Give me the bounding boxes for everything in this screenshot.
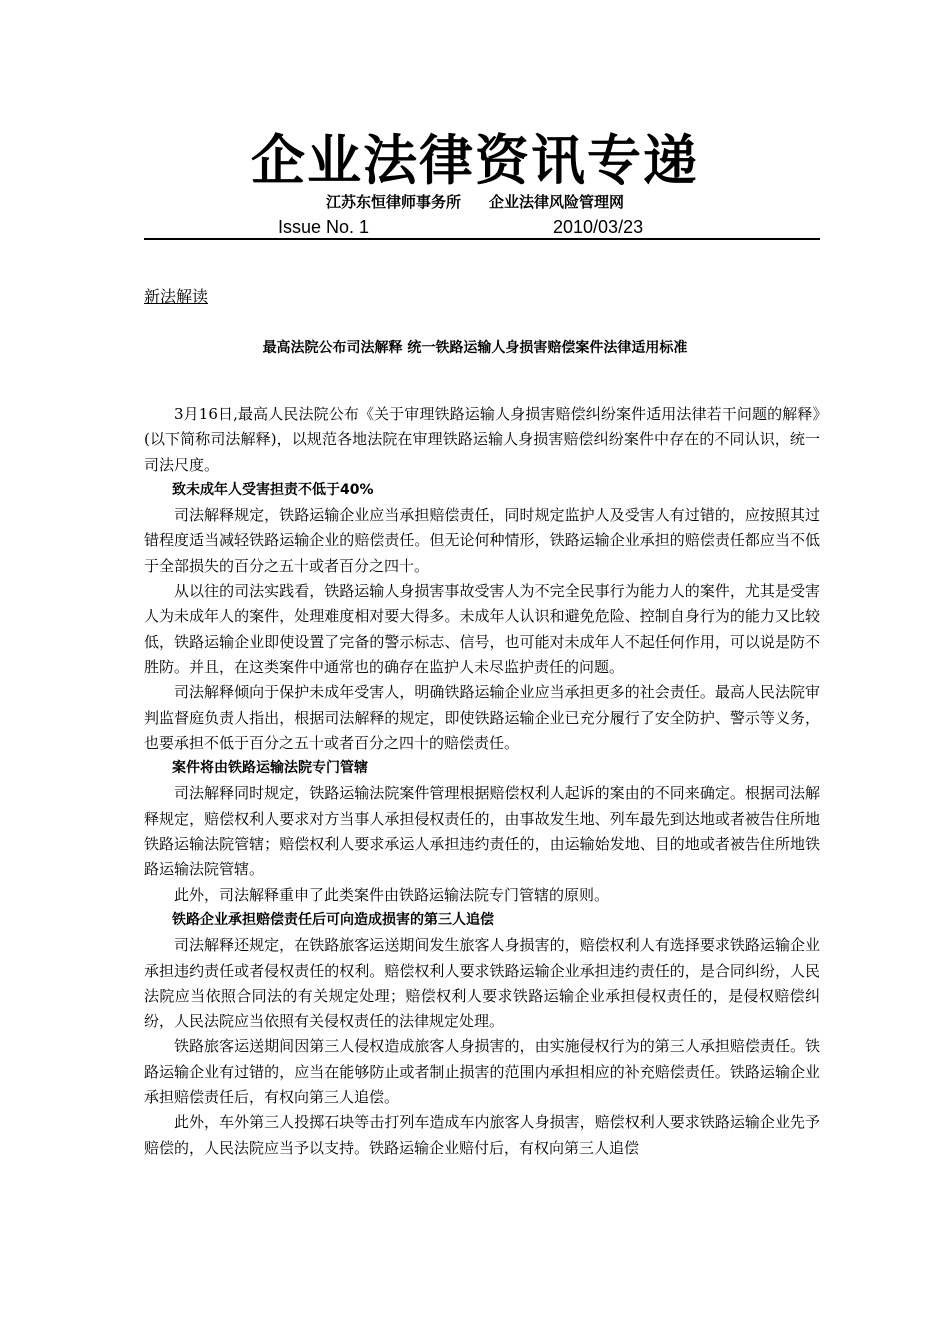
issue-number: Issue No. 1 — [278, 217, 370, 237]
article-headline: 最高法院公布司法解释 统一铁路运输人身损害赔偿案件法律适用标准 — [262, 340, 688, 356]
article-paragraph: 铁路旅客运送期间因第三人侵权造成旅客人身损害的，由实施侵权行为的第三人承担赔偿责任。铁路运输企业有过错的，应当在能够防止或者制止损害的范围内承担相应的补充赔偿责任。铁路运输企业承担赔偿责任后，有权向第三人追偿。 — [144, 1037, 820, 1107]
issue-date: 2010/03/23 — [553, 217, 644, 237]
article-subheading: 案件将由铁路运输法院专门管辖 — [172, 760, 368, 777]
article-paragraph: 司法解释规定，铁路运输企业应当承担赔偿责任，同时规定监护人及受害人有过错的，应按照其过错程度适当减轻铁路运输企业的赔偿责任。但无论何种情形，铁路运输企业承担的赔偿责任都应当不低于全部损失的百分之五十或者百分之四十。 — [144, 506, 820, 575]
article-paragraph: 此外，车外第三人投掷石块等击打列车造成车内旅客人身损害，赔偿权利人要求铁路运输企业先予赔偿的，人民法院应当予以支持。铁路运输企业赔付后，有权向第三人追偿 — [144, 1113, 820, 1157]
article-paragraph: 司法解释同时规定，铁路运输法院案件管理根据赔偿权利人起诉的案由的不同来确定。根据司法解释规定，赔偿权利人要求对方当事人承担侵权责任的，由事故发生地、列车最先到达地或者被告住所地铁路运输法院管辖；赔偿权利人要求承运人承担违约责任的，由运输始发地、目的地或者被告住所地铁路运输法院管辖。 — [144, 784, 820, 879]
network-name: 企业法律风险管理网 — [489, 193, 625, 211]
article-paragraph: 司法解释倾向于保护未成年受害人，明确铁路运输企业应当承担更多的社会责任。最高人民法院审判监督庭负责人指出，根据司法解释的规定，即使铁路运输企业已充分履行了安全防护、警示等义务，也要承担不低于百分之五十或者百分之四十的赔偿责任。 — [144, 683, 820, 752]
article-paragraph: 从以往的司法实践看，铁路运输人身损害事故受害人为不完全民事行为能力人的案件，尤其是受害人为未成年人的案件，处理难度相对要大得多。未成年人认识和避免危险、控制自身行为的能力又比较低，铁路运输企业即使设置了完备的警示标志、信号，也可能对未成年人不起任何作用，可以说是防不胜防。并且，在这类案件中通常也的确存在监护人未尽监护责任的问题。 — [144, 582, 820, 676]
section-title: 新法解读 — [144, 287, 209, 306]
issue-line — [0, 216, 950, 238]
article-paragraph: 司法解释还规定，在铁路旅客运送期间发生旅客人身损害的，赔偿权利人有选择要求铁路运输企业承担违约责任或者侵权责任的权利。赔偿权利人要求铁路运输企业承担违约责任的，是合同纠纷，人民法院应当依照合同法的有关规定处理；赔偿权利人要求铁路运输企业承担侵权责任的，是侵权赔偿纠纷，人民法院应当依照有关侵权责任的法律规定处理。 — [144, 936, 820, 1031]
newsletter-title: 企业法律资讯专递 — [251, 128, 699, 192]
article-body — [144, 402, 820, 1161]
law-firm-name: 江苏东恒律师事务所 — [325, 193, 461, 211]
article-subheading: 致未成年人受害担责不低于40% — [172, 481, 374, 498]
masthead-subtitle — [0, 192, 950, 212]
article-paragraph: 3月16日,最高人民法院公布《关于审理铁路运输人身损害赔偿纠纷案件适用法律若干问题的解释》(以下简称司法解释)，以规范各地法院在审理铁路运输人身损害赔偿纠纷案件中存在的不同认识，统一司法尺度。 — [144, 405, 820, 474]
article-subheading: 铁路企业承担赔偿责任后可向造成损害的第三人追偿 — [172, 911, 494, 928]
article-paragraph: 此外，司法解释重申了此类案件由铁路运输法院专门管辖的原则。 — [174, 885, 610, 904]
header-divider — [144, 238, 820, 240]
